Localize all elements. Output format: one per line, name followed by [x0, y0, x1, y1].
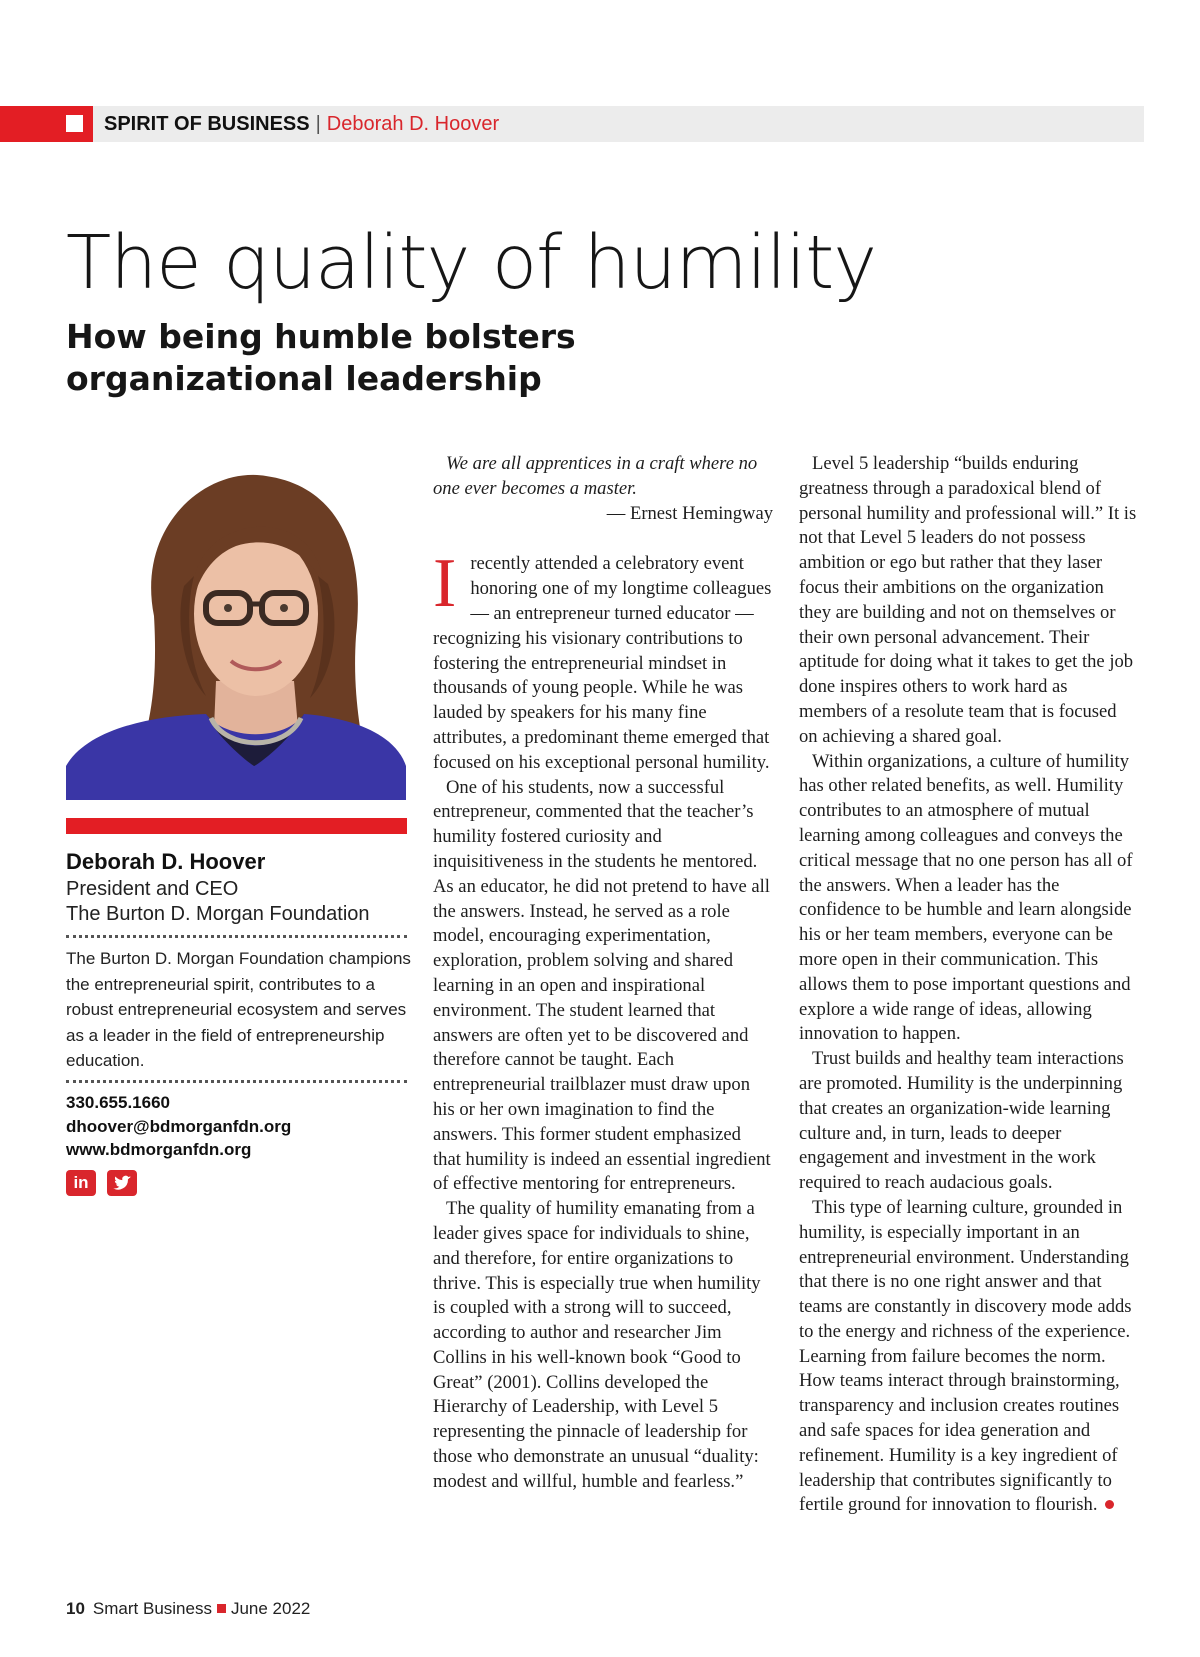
- bio-organization: The Burton D. Morgan Foundation: [66, 903, 370, 925]
- header-red-block: [0, 106, 93, 142]
- article-paragraph: recently attended a celebratory event honoring one of my longtime colleagues — an entrepreneur turned educator — recognizing his visionary contributions to fostering the entrepreneurial mindset in thousands of young people. While he was lauded by speakers for his many fine attributes, a predominant theme emerged that focused on his exceptional personal humility.: [433, 553, 772, 773]
- bio-divider-bottom: [66, 1080, 407, 1083]
- contact-phone: 330.655.1660: [66, 1093, 170, 1112]
- epigraph-text: We are all apprentices in a craft where no one ever becomes a master.: [433, 453, 758, 499]
- twitter-icon[interactable]: [107, 1170, 137, 1196]
- header-author: Deborah D. Hoover: [326, 113, 500, 135]
- bio-divider-top: [66, 935, 407, 938]
- author-portrait: [66, 466, 406, 800]
- portrait-illustration: [66, 466, 406, 800]
- social-links: [66, 1170, 146, 1196]
- header-separator: |: [315, 113, 321, 135]
- article-title: The quality of humility: [66, 220, 877, 306]
- page-number: 10: [66, 1599, 85, 1618]
- section-header-band: [0, 106, 1144, 142]
- issue-date: June 2022: [230, 1599, 311, 1618]
- contact-email[interactable]: dhoover@bdmorganfdn.org: [66, 1117, 292, 1136]
- twitter-bird-glyph: [107, 1170, 137, 1196]
- bio-description: The Burton D. Morgan Foundation champions the entrepreneurial spirit, contributes to a robust entrepreneurial ecosystem and serves as a leader in the field of entrepreneurship education.: [66, 949, 411, 1070]
- article-paragraph: Level 5 leadership “builds enduring greatness through a paradoxical blend of personal humility and professional will.” It is not that Level 5 leaders do not possess ambition or ego but rather that they laser focus their ambitions on the organization they are building and not on themselves or their own personal advancement. Their aptitude for doing what it takes to get the job done inspires others to work hard as members of a resolute team that is focused on achieving a shared goal.: [799, 453, 1137, 747]
- bio-role: President and CEO: [66, 878, 239, 900]
- contact-website[interactable]: www.bdmorganfdn.org: [66, 1140, 252, 1159]
- article-paragraph: The quality of humility emanating from a leader gives space for individuals to shine, and therefore, for entire organizations to thrive. This is especially true when humility is coupled with a strong will to succeed, according to author and researcher Jim Collins in his well-known book “Good to Great” (2001). Collins developed the Hierarchy of Leadership, with Level 5 representing the pinnacle of leadership for those who demonstrate an unusual “duality: modest and willful, humble and fearless.”: [433, 1198, 761, 1492]
- article-paragraph: Within organizations, a culture of humility has other related benefits, as well. Humility contributes to an atmosphere of mutual learning among colleagues and conveys the critical message that no one person has all of the answers. When a leader has the confidence to be humble and learn alongside his or her team members, everyone can be more open in their communication. This allows them to pose important questions and explore a wide range of ideas, allowing innovation to happen.: [799, 750, 1133, 1045]
- article-column-1: [433, 452, 773, 1495]
- header-text: [104, 106, 499, 142]
- article-paragraph-text: This type of learning culture, grounded in humility, is especially important in an entrepreneurial environment. Understanding that there is no one right answer and that teams are constantly in discovery mode adds to the energy and richness of the experience. Learning from failure becomes the norm. How teams interact through brainstorming, transparency and inclusion creates routines and safe spaces for idea generation and refinement. Humility is a key ingredient of leadership that contributes significantly to fertile ground for innovation to flourish.: [799, 1196, 1132, 1516]
- article-paragraph: Trust builds and healthy team interactions are promoted. Humility is the underpinning that creates an organization-wide learning culture and, in turn, leads to deeper engagement and investment in the work required to reach audacious goals.: [799, 1048, 1124, 1194]
- bio-name: Deborah D. Hoover: [66, 849, 266, 874]
- article-opening: [433, 545, 773, 775]
- article-paragraph-last: [799, 1196, 1139, 1518]
- epigraph-attribution: — Ernest Hemingway: [606, 502, 773, 524]
- footer-square-icon: [217, 1604, 226, 1613]
- dropcap-letter: I: [433, 545, 457, 623]
- article-subtitle: How being humble bolsters organizational leadership: [66, 317, 576, 398]
- bio-accent-bar: [66, 818, 407, 834]
- end-mark-icon: [1105, 1500, 1114, 1509]
- article-paragraph: One of his students, now a successful entrepreneur, commented that the teacher’s humility fostered curiosity and inquisitiveness in the students he mentored. As an educator, he did not pretend to have all the answers. Instead, he served as a role model, encouraging experimentation, exploration, problem solving and shared learning in an open and inspirational environment. The student learned that answers are often yet to be discovered and therefore cannot be taught. Each entrepreneurial trailblazer must draw upon his or her own imagination to find the answers. This former student emphasized that humility is indeed an essential ingredient of effective mentoring for entrepreneurs.: [433, 776, 771, 1195]
- page-footer: [66, 1598, 310, 1620]
- publication-name: Smart Business: [92, 1599, 212, 1618]
- article-column-2: [799, 452, 1139, 1518]
- linkedin-icon[interactable]: in: [66, 1170, 96, 1196]
- header-square-icon: [66, 115, 83, 132]
- section-name: SPIRIT OF BUSINESS: [104, 113, 310, 135]
